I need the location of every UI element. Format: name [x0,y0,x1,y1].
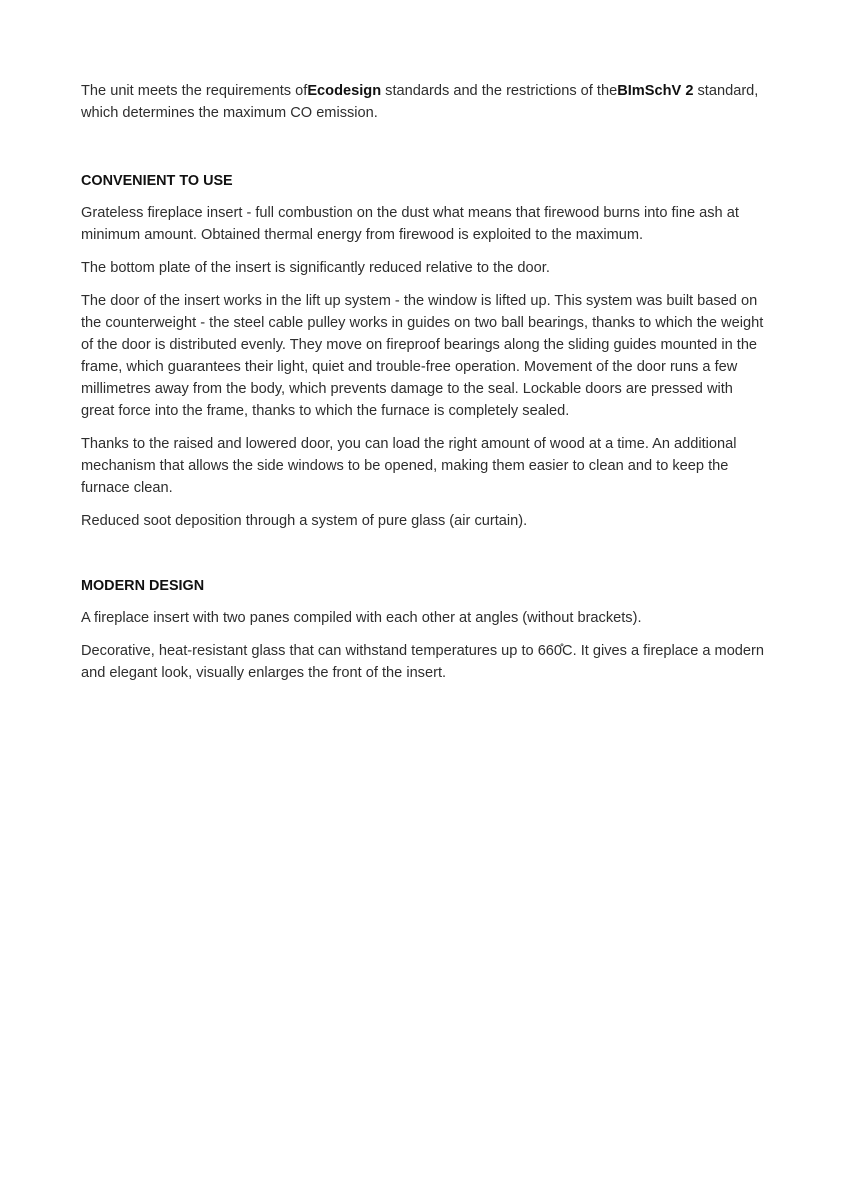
convenient-heading: CONVENIENT TO USE [81,173,233,189]
modern-heading: MODERN DESIGN [81,578,205,594]
modern-paragraph-2: Decorative, heat-resistant glass that can withstand temperatures up to 660̊C. It gives a fireplace a modern and elegant look, visually enlarges the front of the insert. [81,643,765,681]
intro-text-3: standard, which determines the maximum CO emission. [81,83,759,121]
convenient-paragraph-1: Grateless fireplace insert - full combustion on the dust what means that firewood burns into fine ash at minimum amount. Obtained thermal energy from firewood is exploited to the maximum. [81,205,739,243]
convenient-paragraph-4: Thanks to the raised and lowered door, you can load the right amount of wood at a time. An additional mechanism that allows the side windows to be opened, making them easier to clean and to keep the furnace clean. [81,436,737,496]
ecodesign-label: Ecodesign [307,83,382,99]
bimschv-label: BImSchV 2 [617,83,694,99]
convenient-paragraph-2: The bottom plate of the insert is significantly reduced relative to the door. [81,260,550,276]
convenient-paragraph-5: Reduced soot deposition through a system of pure glass (air curtain). [81,513,528,529]
modern-paragraph-1: A fireplace insert with two panes compiled with each other at angles (without brackets). [81,610,642,626]
convenient-paragraph-3: The door of the insert works in the lift up system - the window is lifted up. This system was built based on the counterweight - the steel cable pulley works in guides on two ball bearings, thanks to which the weight of the door is distributed evenly. They move on fireproof bearings along the sliding guides mounted in the frame, which guarantees their light, quiet and trouble-free operation. Movement of the door runs a few millimetres away from the body, which prevents damage to the seal. Lockable doors are pressed with great force into the frame, thanks to which the furnace is completely sealed. [81,293,764,419]
intro-text-1: The unit meets the requirements of [81,83,308,99]
intro-text-2: standards and the restrictions of the [381,83,618,99]
intro-paragraph [81,80,767,124]
